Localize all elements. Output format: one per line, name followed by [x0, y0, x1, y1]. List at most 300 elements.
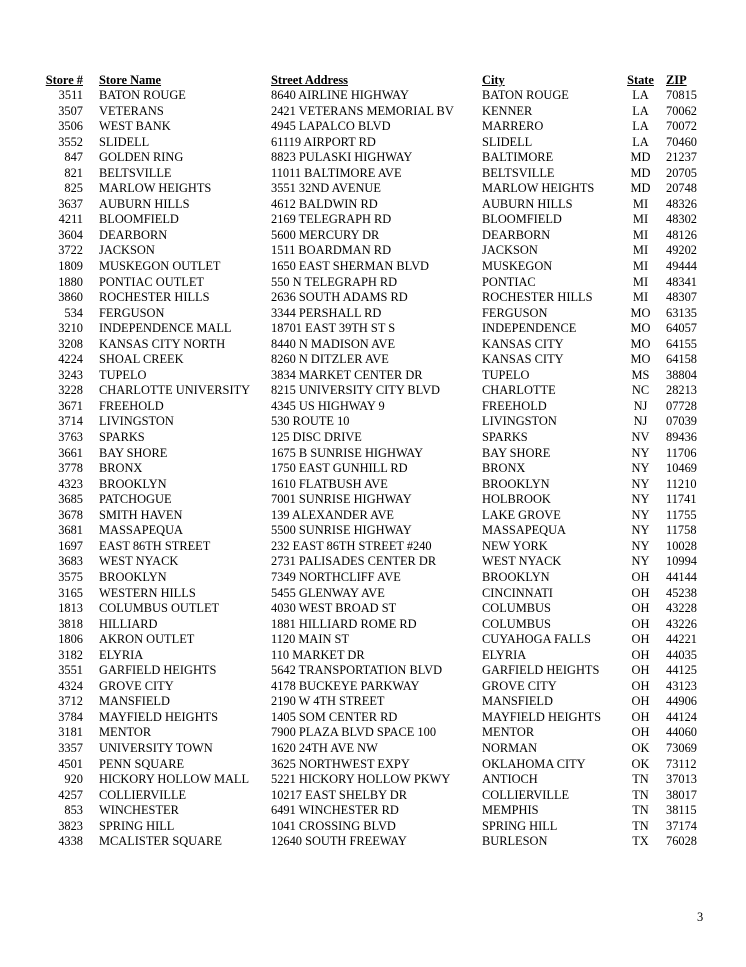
table-row [43, 414, 704, 430]
store-name-cell: PATCHOGUE [99, 492, 172, 507]
street-address-cell: 550 N TELEGRAPH RD [271, 274, 398, 289]
street-address-cell: 10217 EAST SHELBY DR [271, 787, 407, 802]
city-cell: BAY SHORE [482, 445, 551, 460]
store-number-cell: 3763 [58, 430, 83, 445]
store-name-cell: COLUMBUS OUTLET [99, 601, 220, 616]
store-name-cell: SLIDELL [99, 134, 150, 149]
table-row [43, 632, 704, 648]
header-city: City [482, 73, 505, 87]
row-gap [83, 757, 99, 773]
store-name-cell: WINCHESTER [99, 803, 179, 818]
zip-cell: 49444 [666, 259, 697, 274]
city-cell: KANSAS CITY [482, 336, 564, 351]
store-number-cell: 1809 [58, 259, 83, 274]
row-gap [83, 368, 99, 384]
state-cell: OH [631, 585, 650, 600]
zip-cell: 21237 [666, 150, 697, 165]
store-number-cell: 847 [64, 150, 83, 165]
street-address-cell: 1750 EAST GUNHILL RD [271, 461, 408, 476]
city-cell: ANTIOCH [482, 772, 538, 787]
table-row [43, 461, 704, 477]
state-cell: NY [631, 492, 650, 507]
store-number-cell: 3228 [58, 383, 83, 398]
store-number-cell: 3511 [58, 88, 83, 102]
city-cell: KANSAS CITY [482, 352, 564, 367]
row-gap [83, 601, 99, 617]
store-number-cell: 3551 [58, 663, 83, 678]
zip-cell: 73112 [666, 756, 697, 771]
street-address-cell: 232 EAST 86TH STREET #240 [271, 538, 432, 553]
store-name-cell: JACKSON [99, 243, 155, 258]
state-cell: OH [631, 601, 650, 616]
street-address-cell: 1620 24TH AVE NW [271, 740, 378, 755]
header-store-name: Store Name [99, 73, 162, 87]
store-number-cell: 4324 [58, 678, 83, 693]
row-gap [83, 259, 99, 275]
row-gap [83, 679, 99, 695]
city-cell: AUBURN HILLS [482, 196, 573, 211]
street-address-cell: 8440 N MADISON AVE [271, 336, 396, 351]
row-gap [83, 663, 99, 679]
zip-cell: 70460 [666, 134, 697, 149]
store-name-cell: ELYRIA [99, 647, 144, 662]
city-cell: LIVINGSTON [482, 414, 557, 429]
street-address-cell: 3834 MARKET CENTER DR [271, 367, 423, 382]
state-cell: OK [631, 740, 650, 755]
store-number-cell: 3714 [58, 414, 83, 429]
row-gap [83, 648, 99, 664]
store-name-cell: COLLIERVILLE [99, 787, 187, 802]
row-gap [83, 243, 99, 259]
store-number-cell: 3823 [58, 818, 83, 833]
city-cell: TUPELO [482, 367, 530, 382]
table-row [43, 772, 704, 788]
street-address-cell: 1610 FLATBUSH AVE [271, 476, 388, 491]
store-number-cell: 4323 [58, 476, 83, 491]
store-name-cell: MANSFIELD [99, 694, 170, 709]
street-address-cell: 2421 VETERANS MEMORIAL BV [271, 103, 454, 118]
store-number-cell: 3784 [58, 709, 83, 724]
store-name-cell: MARLOW HEIGHTS [99, 181, 212, 196]
street-address-cell: 7349 NORTHCLIFF AVE [271, 569, 401, 584]
table-row [43, 757, 704, 773]
state-cell: MS [631, 367, 650, 382]
zip-cell: 20705 [666, 165, 697, 180]
city-cell: MARLOW HEIGHTS [482, 181, 595, 196]
city-cell: SPRING HILL [482, 818, 558, 833]
store-name-cell: SMITH HAVEN [99, 507, 183, 522]
state-cell: NJ [633, 414, 648, 429]
street-address-cell: 2169 TELEGRAPH RD [271, 212, 392, 227]
state-cell: MO [630, 305, 651, 320]
city-cell: BROOKLYN [482, 569, 550, 584]
table-row [43, 181, 704, 197]
store-number-cell: 821 [64, 165, 83, 180]
state-cell: OH [631, 647, 650, 662]
zip-cell: 43226 [666, 616, 697, 631]
city-cell: MUSKEGON [482, 259, 553, 274]
city-cell: NEW YORK [482, 538, 548, 553]
state-cell: NC [631, 383, 650, 398]
store-name-cell: ROCHESTER HILLS [99, 290, 210, 305]
city-cell: ROCHESTER HILLS [482, 290, 593, 305]
zip-cell: 76028 [666, 834, 697, 849]
zip-cell: 43123 [666, 678, 697, 693]
state-cell: MD [630, 150, 651, 165]
zip-cell: 38115 [666, 803, 697, 818]
table-row [43, 383, 704, 399]
city-cell: COLLIERVILLE [482, 787, 570, 802]
row-gap [83, 523, 99, 539]
table-row [43, 88, 704, 104]
zip-cell: 44060 [666, 725, 697, 740]
table-row [43, 290, 704, 306]
city-cell: MASSAPEQUA [482, 523, 566, 538]
state-cell: NY [631, 507, 650, 522]
city-cell: BATON ROUGE [482, 88, 569, 102]
table-row [43, 197, 704, 213]
header-state: State [627, 73, 654, 87]
store-name-cell: SPARKS [99, 430, 145, 445]
city-cell: CHARLOTTE [482, 383, 556, 398]
row-gap [83, 104, 99, 120]
city-cell: FERGUSON [482, 305, 548, 320]
state-cell: TN [632, 818, 649, 833]
table-row [43, 492, 704, 508]
city-cell: NORMAN [482, 740, 538, 755]
city-cell: BURLESON [482, 834, 548, 849]
row-gap [83, 166, 99, 182]
store-number-cell: 3506 [58, 119, 83, 134]
row-gap [83, 446, 99, 462]
state-cell: MI [632, 290, 649, 305]
store-number-cell: 3575 [58, 569, 83, 584]
state-cell: NY [631, 538, 650, 553]
street-address-cell: 1511 BOARDMAN RD [271, 243, 392, 258]
city-cell: MANSFIELD [482, 694, 553, 709]
row-gap [83, 508, 99, 524]
state-cell: MO [630, 352, 651, 367]
state-cell: TN [632, 787, 649, 802]
store-number-cell: 3181 [58, 725, 83, 740]
zip-cell: 64057 [666, 321, 697, 336]
street-address-cell: 8640 AIRLINE HIGHWAY [271, 88, 409, 102]
store-number-cell: 3604 [58, 227, 83, 242]
state-cell: MO [630, 336, 651, 351]
state-cell: TX [632, 834, 649, 849]
zip-cell: 11758 [666, 523, 697, 538]
zip-cell: 44906 [666, 694, 697, 709]
street-address-cell: 1405 SOM CENTER RD [271, 709, 398, 724]
zip-cell: 38804 [666, 367, 697, 382]
state-cell: MD [630, 181, 651, 196]
zip-cell: 48326 [666, 196, 697, 211]
zip-cell: 11210 [666, 476, 697, 491]
table-row [43, 104, 704, 120]
store-list-table [43, 73, 704, 850]
street-address-cell: 530 ROUTE 10 [271, 414, 350, 429]
street-address-cell: 4178 BUCKEYE PARKWAY [271, 678, 420, 693]
zip-cell: 48302 [666, 212, 697, 227]
store-name-cell: AKRON OUTLET [99, 632, 195, 647]
store-number-cell: 3671 [58, 398, 83, 413]
city-cell: CUYAHOGA FALLS [482, 632, 591, 647]
zip-cell: 28213 [666, 383, 697, 398]
street-address-cell: 1675 B SUNRISE HIGHWAY [271, 445, 424, 460]
street-address-cell: 8260 N DITZLER AVE [271, 352, 389, 367]
state-cell: NV [631, 430, 650, 445]
row-gap [83, 135, 99, 151]
zip-cell: 73069 [666, 740, 697, 755]
store-name-cell: MAYFIELD HEIGHTS [99, 709, 218, 724]
table-row [43, 228, 704, 244]
row-gap [83, 477, 99, 493]
state-cell: LA [632, 134, 649, 149]
store-number-cell: 3661 [58, 445, 83, 460]
zip-cell: 70062 [666, 103, 697, 118]
state-cell: TN [632, 772, 649, 787]
row-gap [83, 290, 99, 306]
state-cell: OH [631, 678, 650, 693]
table-row [43, 648, 704, 664]
state-cell: MI [632, 196, 649, 211]
street-address-cell: 4945 LAPALCO BLVD [271, 119, 391, 134]
zip-cell: 48126 [666, 227, 697, 242]
store-number-cell: 3712 [58, 694, 83, 709]
zip-cell: 89436 [666, 430, 697, 445]
store-number-cell: 3678 [58, 507, 83, 522]
table-row [43, 679, 704, 695]
city-cell: BALTIMORE [482, 150, 554, 165]
street-address-cell: 125 DISC DRIVE [271, 430, 362, 445]
zip-cell: 63135 [666, 305, 697, 320]
store-name-cell: HILLIARD [99, 616, 158, 631]
store-name-cell: MUSKEGON OUTLET [99, 259, 221, 274]
store-number-cell: 3637 [58, 196, 83, 211]
store-name-cell: WEST BANK [99, 119, 171, 134]
zip-cell: 44124 [666, 709, 697, 724]
row-gap [83, 617, 99, 633]
zip-cell: 64158 [666, 352, 697, 367]
city-cell: HOLBROOK [482, 492, 551, 507]
table-row [43, 212, 704, 228]
header-store-number: Store # [45, 73, 83, 87]
table-row [43, 352, 704, 368]
table-row [43, 710, 704, 726]
street-address-cell: 2731 PALISADES CENTER DR [271, 554, 437, 569]
state-cell: LA [632, 88, 649, 102]
zip-cell: 44221 [666, 632, 697, 647]
zip-cell: 10994 [666, 554, 697, 569]
table-row [43, 663, 704, 679]
row-gap [83, 228, 99, 244]
store-number-cell: 1880 [58, 274, 83, 289]
table-row [43, 788, 704, 804]
table-row [43, 337, 704, 353]
row-gap [83, 741, 99, 757]
street-address-cell: 8215 UNIVERSITY CITY BLVD [271, 383, 440, 398]
store-name-cell: MENTOR [99, 725, 152, 740]
store-number-cell: 1813 [58, 601, 83, 616]
store-number-cell: 3722 [58, 243, 83, 258]
zip-cell: 37013 [666, 772, 697, 787]
city-cell: BELTSVILLE [482, 165, 555, 180]
street-address-cell: 5221 HICKORY HOLLOW PKWY [271, 772, 451, 787]
row-gap [83, 181, 99, 197]
zip-cell: 07039 [666, 414, 697, 429]
street-address-cell: 5600 MERCURY DR [271, 227, 380, 242]
city-cell: FREEHOLD [482, 398, 547, 413]
store-name-cell: KANSAS CITY NORTH [99, 336, 226, 351]
row-gap [83, 772, 99, 788]
row-gap [83, 383, 99, 399]
city-cell: GROVE CITY [482, 678, 557, 693]
city-cell: GARFIELD HEIGHTS [482, 663, 600, 678]
row-gap [83, 321, 99, 337]
store-name-cell: DEARBORN [99, 227, 168, 242]
row-gap [83, 150, 99, 166]
city-cell: LAKE GROVE [482, 507, 561, 522]
table-row [43, 819, 704, 835]
store-name-cell: AUBURN HILLS [99, 196, 190, 211]
row-gap [83, 212, 99, 228]
store-name-cell: BAY SHORE [99, 445, 168, 460]
street-address-cell: 12640 SOUTH FREEWAY [271, 834, 407, 849]
city-cell: KENNER [482, 103, 533, 118]
city-cell: WEST NYACK [482, 554, 562, 569]
row-gap [83, 586, 99, 602]
city-cell: DEARBORN [482, 227, 551, 242]
state-cell: MD [630, 165, 651, 180]
city-cell: COLUMBUS [482, 616, 551, 631]
store-name-cell: GARFIELD HEIGHTS [99, 663, 217, 678]
store-name-cell: INDEPENDENCE MALL [99, 321, 232, 336]
table-row [43, 119, 704, 135]
city-cell: CINCINNATI [482, 585, 553, 600]
zip-cell: 11741 [666, 492, 697, 507]
row-gap [83, 539, 99, 555]
table-row [43, 321, 704, 337]
street-address-cell: 6491 WINCHESTER RD [271, 803, 399, 818]
street-address-cell: 3551 32ND AVENUE [271, 181, 381, 196]
city-cell: MEMPHIS [482, 803, 539, 818]
state-cell: NY [631, 461, 650, 476]
street-address-cell: 5500 SUNRISE HIGHWAY [271, 523, 412, 538]
store-name-cell: TUPELO [99, 367, 147, 382]
store-number-cell: 825 [64, 181, 83, 196]
table-row [43, 135, 704, 151]
state-cell: TN [632, 803, 649, 818]
store-name-cell: GROVE CITY [99, 678, 174, 693]
row-gap [83, 694, 99, 710]
row-gap [83, 834, 99, 850]
zip-cell: 44035 [666, 647, 697, 662]
row-gap [83, 725, 99, 741]
state-cell: OH [631, 632, 650, 647]
store-number-cell: 3210 [58, 321, 83, 336]
table-row [43, 803, 704, 819]
store-name-cell: HICKORY HOLLOW MALL [99, 772, 250, 787]
table-row [43, 554, 704, 570]
city-cell: SPARKS [482, 430, 528, 445]
table-row [43, 539, 704, 555]
store-number-cell: 4338 [58, 834, 83, 849]
table-row [43, 430, 704, 446]
zip-cell: 37174 [666, 818, 697, 833]
city-cell: PONTIAC [482, 274, 536, 289]
store-name-cell: PONTIAC OUTLET [99, 274, 204, 289]
street-address-cell: 4345 US HIGHWAY 9 [271, 398, 385, 413]
row-gap [83, 399, 99, 415]
state-cell: MI [632, 227, 649, 242]
zip-cell: 48307 [666, 290, 697, 305]
store-number-cell: 534 [64, 305, 83, 320]
state-cell: MI [632, 243, 649, 258]
street-address-cell: 5455 GLENWAY AVE [271, 585, 385, 600]
zip-cell: 11706 [666, 445, 697, 460]
street-address-cell: 2190 W 4TH STREET [271, 694, 385, 709]
store-name-cell: UNIVERSITY TOWN [99, 740, 213, 755]
state-cell: MI [632, 259, 649, 274]
row-gap [83, 492, 99, 508]
store-number-cell: 3683 [58, 554, 83, 569]
city-cell: BLOOMFIELD [482, 212, 562, 227]
store-number-cell: 3552 [58, 134, 83, 149]
street-address-cell: 1881 HILLIARD ROME RD [271, 616, 417, 631]
store-name-cell: BATON ROUGE [99, 88, 186, 102]
street-address-cell: 7001 SUNRISE HIGHWAY [271, 492, 412, 507]
store-name-cell: MASSAPEQUA [99, 523, 183, 538]
store-number-cell: 4257 [58, 787, 83, 802]
table-row [43, 834, 704, 850]
row-gap [83, 461, 99, 477]
state-cell: MO [630, 321, 651, 336]
street-address-cell: 3625 NORTHWEST EXPY [271, 756, 410, 771]
table-row [43, 617, 704, 633]
zip-cell: 11755 [666, 507, 697, 522]
table-row [43, 446, 704, 462]
state-cell: NY [631, 523, 650, 538]
city-cell: JACKSON [482, 243, 538, 258]
store-number-cell: 3243 [58, 367, 83, 382]
state-cell: OH [631, 709, 650, 724]
state-cell: OK [631, 756, 650, 771]
table-row [43, 259, 704, 275]
store-number-cell: 3208 [58, 336, 83, 351]
store-name-cell: VETERANS [99, 103, 164, 118]
zip-cell: 49202 [666, 243, 697, 258]
street-address-cell: 1041 CROSSING BLVD [271, 818, 396, 833]
store-number-cell: 3860 [58, 290, 83, 305]
state-cell: MI [632, 212, 649, 227]
state-cell: NY [631, 445, 650, 460]
row-gap [83, 306, 99, 322]
zip-cell: 48341 [666, 274, 697, 289]
table-row [43, 399, 704, 415]
table-row [43, 275, 704, 291]
street-address-cell: 4612 BALDWIN RD [271, 196, 378, 211]
row-gap [83, 819, 99, 835]
page-number: 3 [697, 910, 704, 924]
table-row [43, 601, 704, 617]
row-gap [83, 197, 99, 213]
zip-cell: 70072 [666, 119, 697, 134]
table-row [43, 570, 704, 586]
street-address-cell: 3344 PERSHALL RD [271, 305, 382, 320]
zip-cell: 43228 [666, 601, 697, 616]
store-number-cell: 3818 [58, 616, 83, 631]
state-cell: LA [632, 103, 649, 118]
